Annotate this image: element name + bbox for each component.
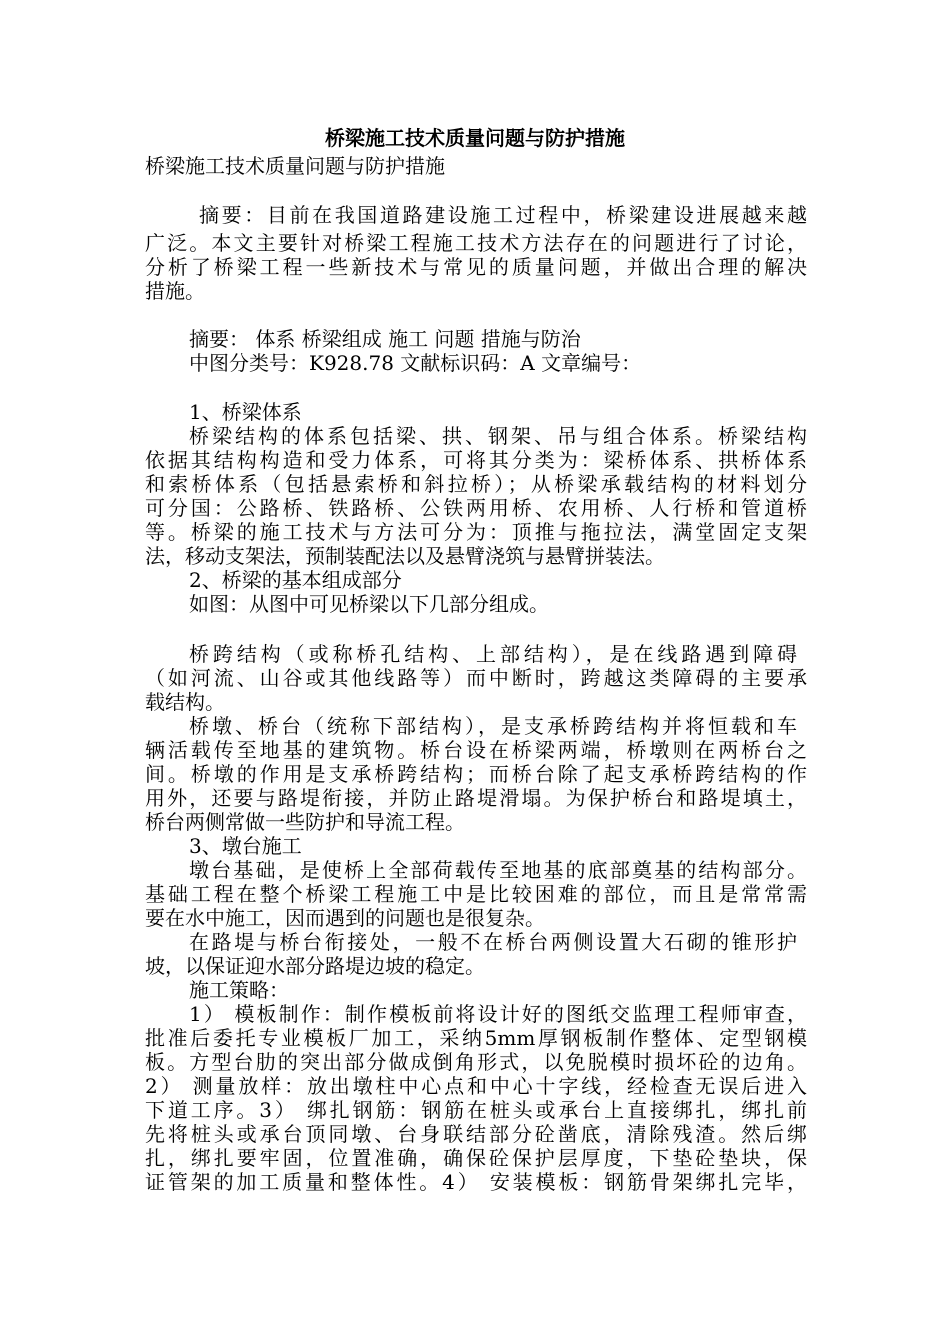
paragraph-line: 和索桥体系（包括悬索桥和斜拉桥）；从桥梁承载结构的材料划分 — [145, 472, 807, 496]
abstract-line: 措施。 — [145, 279, 205, 303]
subtitle-line: 桥梁施工技术质量问题与防护措施 — [145, 154, 445, 178]
document-title: 桥梁施工技术质量问题与防护措施 — [325, 126, 625, 150]
paragraph-line: 坡，以保证迎水部分路堤边坡的稳定。 — [145, 954, 485, 978]
paragraph-line: 证管架的加工质量和整体性。4） 安装模板：钢筋骨架绑扎完毕， — [145, 1170, 807, 1194]
paragraph-line: 依据其结构构造和受力体系，可将其分类为：梁桥体系、拱桥体系 — [145, 448, 807, 472]
abstract-line: 分析了桥梁工程一些新技术与常见的质量问题，并做出合理的解决 — [145, 255, 807, 279]
keywords-line: 摘要： 体系 桥梁组成 施工 问题 措施与防治 — [189, 327, 581, 351]
paragraph-line: 墩台基础，是使桥上全部荷载传至地基的底部奠基的结构部分。 — [189, 858, 807, 882]
paragraph-line: 等。桥梁的施工技术与方法可分为：顶推与拖拉法，满堂固定支架 — [145, 520, 807, 544]
classification-line: 中图分类号：K928.78 文献标识码：A 文章编号： — [189, 351, 642, 375]
section-heading: 3、墩台施工 — [189, 834, 302, 858]
paragraph-line: 先将桩头或承台顶同墩、台身联结部分砼凿底，清除残渣。然后绑 — [145, 1122, 807, 1146]
paragraph-line: 桥梁结构的体系包括梁、拱、钢架、吊与组合体系。桥梁结构 — [189, 424, 807, 448]
paragraph-line: 辆活载传至地基的建筑物。桥台设在桥梁两端，桥墩则在两桥台之 — [145, 738, 807, 762]
paragraph-line: 要在水中施工，因而遇到的问题也是很复杂。 — [145, 906, 545, 930]
paragraph-line: 板。方型台肋的突出部分做成倒角形式，以免脱模时损坏砼的边角。 — [145, 1050, 807, 1074]
paragraph-line: 用外，还要与路堤衔接，并防止路堤滑塌。为保护桥台和路堤填土， — [145, 786, 807, 810]
abstract-line: 广泛。本文主要针对桥梁工程施工技术方法存在的问题进行了讨论， — [145, 231, 807, 255]
section-heading: 2、桥梁的基本组成部分 — [189, 568, 402, 592]
paragraph-line: 如图：从图中可见桥梁以下几部分组成。 — [189, 592, 549, 616]
paragraph-line: （如河流、山谷或其他线路等）而中断时，跨越这类障碍的主要承 — [145, 666, 807, 690]
paragraph-line: 间。桥墩的作用是支承桥跨结构；而桥台除了起支承桥跨结构的作 — [145, 762, 807, 786]
section-heading: 施工策略： — [189, 978, 289, 1002]
paragraph-line: 载结构。 — [145, 690, 225, 714]
paragraph-line: 可分国：公路桥、铁路桥、公铁两用桥、农用桥、人行桥和管道桥 — [145, 496, 807, 520]
paragraph-line: 批准后委托专业模板厂加工，采纳5mm厚钢板制作整体、定型钢模 — [145, 1026, 807, 1050]
paragraph-line: 基础工程在整个桥梁工程施工中是比较困难的部位，而且是常常需 — [145, 882, 807, 906]
paragraph-line: 2） 测量放样：放出墩柱中心点和中心十字线，经检查无误后进入 — [145, 1074, 807, 1098]
abstract-line: 摘要：目前在我国道路建设施工过程中，桥梁建设进展越来越 — [199, 203, 807, 227]
paragraph-line: 1） 模板制作：制作模板前将设计好的图纸交监理工程师审查， — [189, 1002, 807, 1026]
paragraph-line: 下道工序。3） 绑扎钢筋：钢筋在桩头或承台上直接绑扎，绑扎前 — [145, 1098, 807, 1122]
paragraph-line: 在路堤与桥台衔接处，一般不在桥台两侧设置大石砌的锥形护 — [189, 930, 797, 954]
paragraph-line: 桥台两侧常做一些防护和导流工程。 — [145, 810, 465, 834]
paragraph-line: 桥墩、桥台（统称下部结构），是支承桥跨结构并将恒载和车 — [189, 714, 797, 738]
paragraph-line: 扎，绑扎要牢固，位置准确，确保砼保护层厚度，下垫砼垫块，保 — [145, 1146, 807, 1170]
paragraph-line: 桥跨结构（或称桥孔结构、上部结构），是在线路遇到障碍 — [189, 642, 797, 666]
section-heading: 1、桥梁体系 — [189, 400, 302, 424]
paragraph-line: 法，移动支架法，预制装配法以及悬臂浇筑与悬臂拼装法。 — [145, 544, 665, 568]
